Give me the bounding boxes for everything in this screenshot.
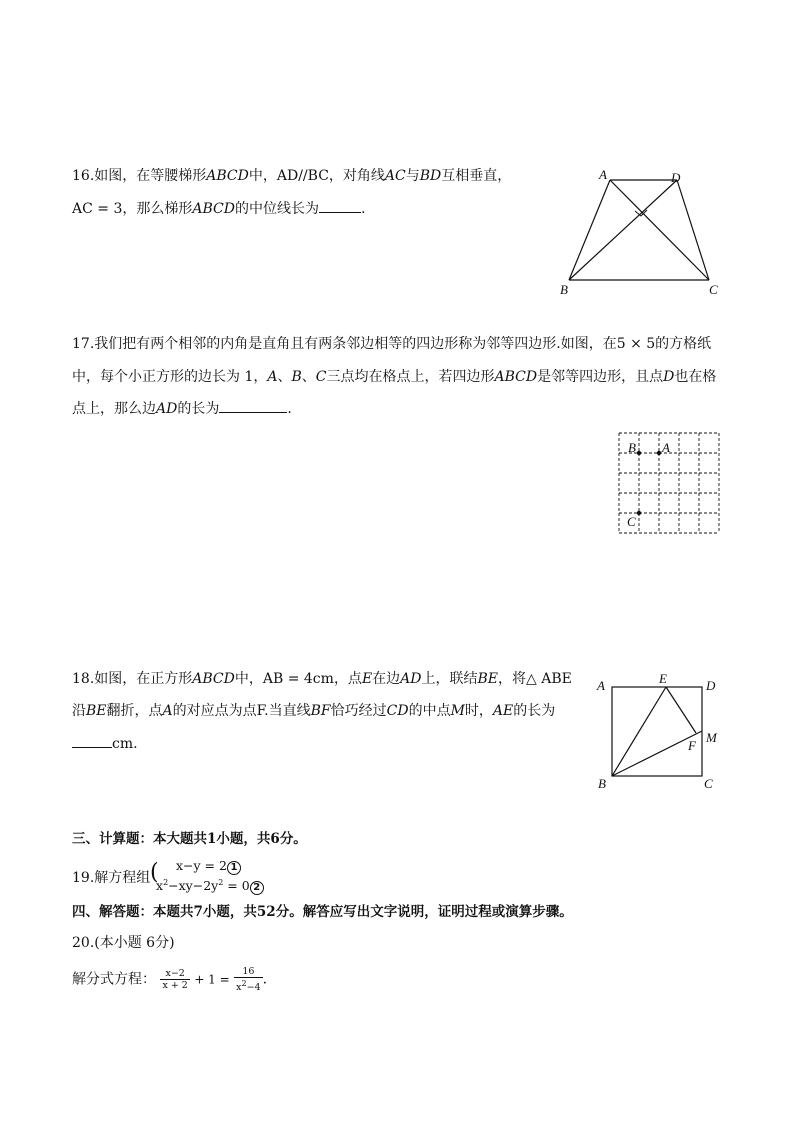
q18-be: BE [477,671,499,687]
q17-text: 、 [277,369,292,385]
label-b: B [628,440,636,455]
q18-bf: BF [310,703,331,719]
q17-ad: AD [156,401,178,417]
q18-text: 如图，在正方形 [94,671,193,687]
q16-trapezoid-figure [555,166,730,301]
q18-text: 的长为 [513,703,556,719]
equation-1: x−y = 2 [176,858,227,873]
segment-ef [666,687,696,733]
q16-ac: AC [384,168,406,184]
q16-text: 中， [248,168,277,184]
q17-text: 、 [301,369,316,385]
section-text: 分。解答应写出文字说明，证明过程或演算步骤。 [275,904,573,920]
q17-text: 也在格 [674,369,717,385]
label-b: B [598,776,606,791]
q17-line1 [72,334,711,354]
q17-line3 [72,399,292,419]
square-abcd [612,687,702,776]
diagonal-bd [569,180,677,280]
point-b [637,451,641,455]
q18-text: 恰巧经过 [330,703,387,719]
fraction-1 [160,968,189,991]
q18-be: BE [86,703,107,719]
q16-eq: AC = 3 [72,201,123,217]
circled-2: 2 [250,881,264,895]
denominator: x + 2 [162,980,188,992]
q18-line3 [72,734,138,754]
label-a: A [662,440,670,455]
section-text: 三、计算题：本大题共 [72,831,207,847]
q16-parallel: AD//BC [276,168,329,184]
q17-text: 是邻等四边形，且点 [537,369,664,385]
label-d: D [671,170,681,185]
q18-text: ，将 [498,671,527,687]
equation-2: = 0 [223,878,250,894]
answer-blank[interactable] [219,400,287,413]
q16-text: 互相垂直， [441,168,512,184]
q18-text: 时， [464,703,493,719]
q18-line2 [72,701,555,721]
section-text: 四、解答题：本题共 [72,904,194,920]
q16-abcd: ABCD [192,201,235,217]
q17-text: 我们把有两个相邻的内角是直角且有两条邻边相等的四边形称为邻等四边形.如图，在 [94,336,617,352]
q20-end: . [262,971,268,988]
denominator-part: x [236,982,242,994]
q17-number: 17. [72,336,95,352]
q18-text: 的对应点为点F.当直线 [172,703,311,719]
q17-d: D [663,369,675,385]
q16-text: 与 [405,168,420,184]
q17-b: B [291,369,302,385]
equation-2: x [156,878,164,894]
q17-c: C [315,369,327,385]
q19-eq2: $x^2-xy-2y^2 = 0$ 2 [156,875,264,895]
q17-end: . [287,401,292,417]
q18-line1 [72,669,572,689]
q17-a: A [267,369,278,385]
q16-abcd: ABCD [206,168,249,184]
q20-equation [72,966,267,993]
numerator: 16 [234,966,262,978]
q17-grid-size: 5 × 5 [616,336,656,352]
q16-text: ，对角线 [328,168,385,184]
section-3-heading [72,829,307,849]
label-a: A [599,167,607,182]
equation-2: −xy−2y [168,878,219,894]
section-count: 1 [207,831,217,847]
q18-e: E [361,671,373,687]
q18-ae: AE [492,703,514,719]
point-c [637,511,641,515]
side-ab [569,180,610,280]
q18-text: 沿 [72,703,86,719]
section-text: 分。 [279,831,307,847]
q18-text: 上，联结 [421,671,478,687]
q16-line1 [72,166,511,186]
q18-text: 中， [234,671,263,687]
side-cd [677,180,709,280]
label-c: C [627,514,636,529]
label-c: C [709,282,718,297]
q18-text: 翻折，点 [106,703,163,719]
q18-cd: CD [386,703,409,719]
q20-label: 解分式方程： [72,971,156,988]
q17-grid-figure [616,430,726,540]
q17-text: 的方格纸 [655,336,712,352]
label-e: E [659,672,667,686]
answer-blank[interactable] [319,200,361,213]
point-a [657,451,661,455]
q16-text: ，那么梯形 [122,201,193,217]
q17-text: 三点均在格点上，若四边形 [326,369,495,385]
diagonal-ac [610,180,709,280]
q18-number: 18. [72,671,95,687]
q16-bd: BD [419,168,442,184]
section-count: 7 [193,904,203,920]
q20-title [72,933,175,953]
label-d: D [706,678,716,693]
q18-m: M [450,703,465,719]
q19-eq1 [176,858,241,875]
section-score: 6 [270,831,280,847]
q16-end: . [360,201,366,217]
q18-triangle: △ ABE [526,671,572,687]
denominator-part: −4 [246,982,261,994]
numerator: x−2 [160,968,189,980]
q18-text: 的中点 [408,703,451,719]
q17-line2 [72,367,716,387]
q18-ad: AD [400,671,422,687]
label-c: C [704,776,713,791]
answer-blank[interactable] [72,735,112,748]
q16-number: 16. [72,168,95,184]
q20-title-text: 20.(本小题 6分) [72,935,175,951]
q18-a: A [162,703,173,719]
brace: ( [150,860,159,885]
q19-label: 19.解方程组 [72,870,151,886]
q18-ab: AB = 4cm [262,671,334,687]
label-b: B [560,282,568,297]
q16-text: 的中位线长为 [234,201,319,217]
q18-square-figure [592,672,727,797]
section-4-heading [72,902,573,922]
q17-text: 中，每个小正方形的边长为 1， [72,369,268,385]
q18-unit: cm. [112,736,138,752]
q17-text: 点上，那么边 [72,401,156,417]
q18-text: 在边 [372,671,401,687]
q18-text: ，点 [333,671,362,687]
q16-text: 如图，在等腰梯形 [94,168,207,184]
denominator: $x^2-4$ [236,979,261,994]
label-f: F [688,738,696,753]
section-score: 52 [256,904,276,920]
q17-text: 的长为 [177,401,220,417]
label-a: A [597,678,605,693]
fraction-2 [234,966,262,993]
section-text: 小题，共 [216,831,271,847]
label-m: M [706,730,717,745]
section-text: 小题，共 [202,904,257,920]
q16-line2 [72,199,365,219]
q18-abcd: ABCD [192,671,235,687]
q17-abcd: ABCD [494,369,538,385]
circled-1: 1 [227,861,241,875]
plus-one-equals: + 1 = [194,972,230,987]
